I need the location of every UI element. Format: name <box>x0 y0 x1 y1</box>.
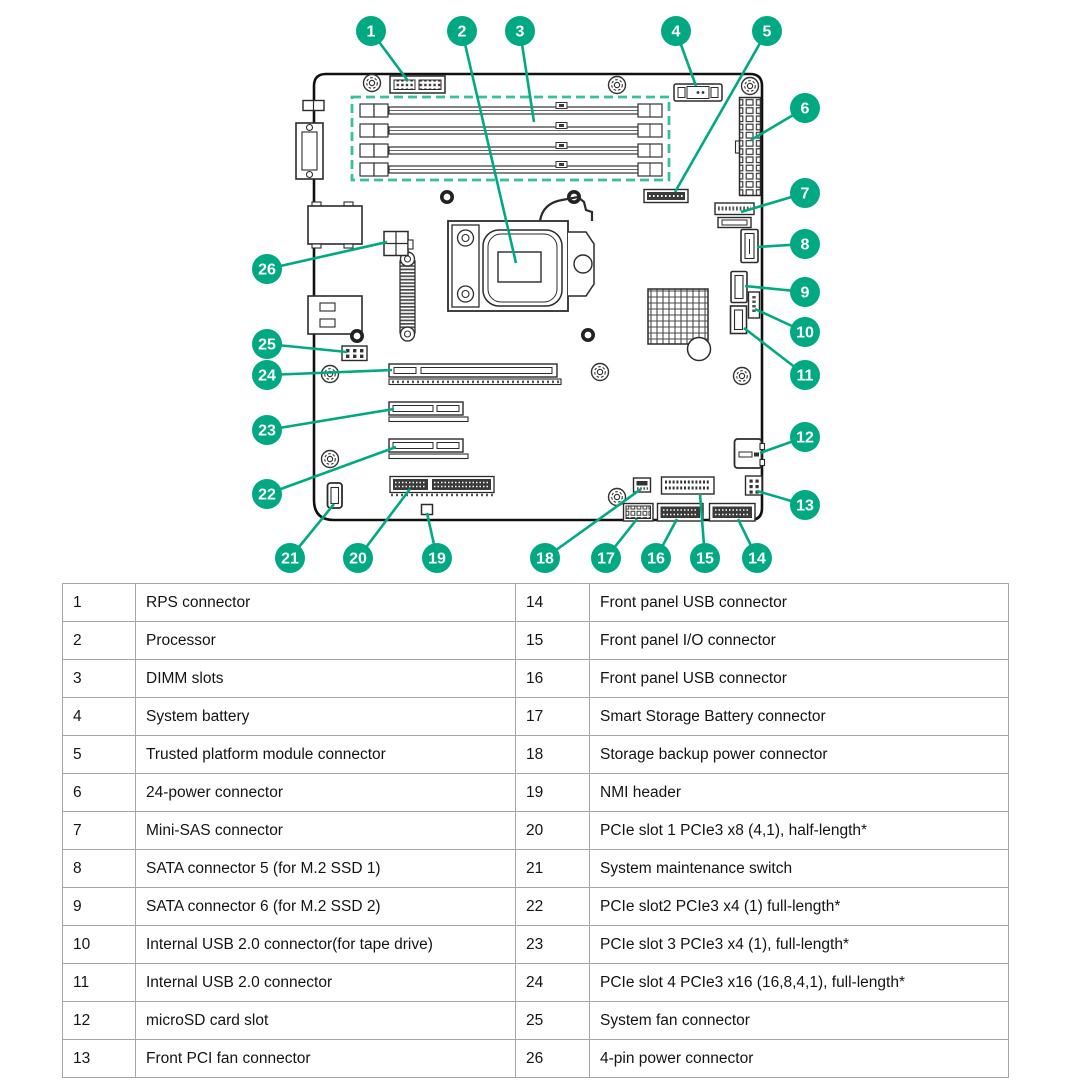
callout-number-15: 15 <box>696 550 714 568</box>
legend-desc-26: 4-pin power connector <box>590 1040 1009 1078</box>
system-battery <box>674 84 722 101</box>
callout-number-13: 13 <box>796 497 814 515</box>
ethernet-port-icon <box>308 202 362 248</box>
legend-desc-15: Front panel I/O connector <box>590 622 1009 660</box>
legend-desc-2: Processor <box>136 622 516 660</box>
microsd-card-slot <box>735 439 765 468</box>
legend-num-16: 16 <box>516 660 590 698</box>
legend-num-8: 8 <box>63 850 136 888</box>
power-24pin-connector <box>736 98 761 196</box>
callout-number-5: 5 <box>762 23 772 41</box>
legend-num-11: 11 <box>63 964 136 1002</box>
callout-number-21: 21 <box>281 550 299 568</box>
legend-num-14: 14 <box>516 584 590 622</box>
pcie-slot-3 <box>389 402 468 422</box>
callout-10 <box>755 309 820 347</box>
legend-desc-7: Mini-SAS connector <box>136 812 516 850</box>
system-maintenance-switch <box>328 483 343 508</box>
callout-12 <box>760 422 820 453</box>
legend-desc-22: PCIe slot2 PCIe3 x4 (1) full-length* <box>590 888 1009 926</box>
legend-desc-23: PCIe slot 3 PCIe3 x4 (1), full-length* <box>590 926 1009 964</box>
smart-storage-battery-connector <box>624 504 654 522</box>
callout-number-2: 2 <box>457 23 467 41</box>
tpm-connector <box>644 190 688 203</box>
callout-number-7: 7 <box>800 185 810 203</box>
legend-num-12: 12 <box>63 1002 136 1040</box>
pcie-slot-4 <box>389 364 561 385</box>
legend-num-17: 17 <box>516 698 590 736</box>
pcie-slot-1 <box>390 477 494 496</box>
legend-desc-6: 24-power connector <box>136 774 516 812</box>
vrm-heatsink <box>400 252 415 341</box>
legend-num-20: 20 <box>516 812 590 850</box>
legend-num-2: 2 <box>63 622 136 660</box>
legend-num-23: 23 <box>516 926 590 964</box>
callout-16 <box>641 519 677 573</box>
callout-number-24: 24 <box>258 367 276 385</box>
legend-num-3: 3 <box>63 660 136 698</box>
legend-desc-10: Internal USB 2.0 connector(for tape drive) <box>136 926 516 964</box>
legend-desc-4: System battery <box>136 698 516 736</box>
legend-desc-8: SATA connector 5 (for M.2 SSD 1) <box>136 850 516 888</box>
rps-connector <box>390 76 445 93</box>
callout-number-19: 19 <box>428 550 446 568</box>
legend-num-22: 22 <box>516 888 590 926</box>
callout-number-8: 8 <box>800 236 810 254</box>
callout-8 <box>757 229 820 259</box>
callout-1 <box>356 16 408 81</box>
legend-num-9: 9 <box>63 888 136 926</box>
legend-num-21: 21 <box>516 850 590 888</box>
callout-number-25: 25 <box>258 336 276 354</box>
legend-desc-11: Internal USB 2.0 connector <box>136 964 516 1002</box>
callout-number-6: 6 <box>800 100 810 118</box>
system-fan-connector <box>342 346 367 361</box>
legend-desc-16: Front panel USB connector <box>590 660 1009 698</box>
callout-number-26: 26 <box>258 261 276 279</box>
sata-connector-5 <box>741 230 758 263</box>
callout-number-9: 9 <box>800 284 810 302</box>
front-panel-usb-connector-14 <box>710 504 756 522</box>
front-panel-usb-connector-16 <box>658 504 704 522</box>
legend-desc-21: System maintenance switch <box>590 850 1009 888</box>
vga-port-icon <box>296 123 323 179</box>
callout-number-18: 18 <box>536 550 554 568</box>
legend-desc-20: PCIe slot 1 PCIe3 x8 (4,1), half-length* <box>590 812 1009 850</box>
legend-num-4: 4 <box>63 698 136 736</box>
callout-number-4: 4 <box>671 23 681 41</box>
legend-desc-1: RPS connector <box>136 584 516 622</box>
legend-num-18: 18 <box>516 736 590 774</box>
callout-number-14: 14 <box>748 550 766 568</box>
legend-num-26: 26 <box>516 1040 590 1078</box>
legend-desc-5: Trusted platform module connector <box>136 736 516 774</box>
callout-17 <box>591 519 637 573</box>
legend-desc-14: Front panel USB connector <box>590 584 1009 622</box>
legend-desc-19: NMI header <box>590 774 1009 812</box>
callout-number-11: 11 <box>796 367 814 385</box>
callout-number-20: 20 <box>349 550 367 568</box>
legend-num-10: 10 <box>63 926 136 964</box>
legend-num-1: 1 <box>63 584 136 622</box>
callout-number-1: 1 <box>366 23 376 41</box>
legend-desc-13: Front PCI fan connector <box>136 1040 516 1078</box>
usb-tape-header <box>749 292 760 318</box>
legend-num-25: 25 <box>516 1002 590 1040</box>
legend-desc-17: Smart Storage Battery connector <box>590 698 1009 736</box>
legend-desc-12: microSD card slot <box>136 1002 516 1040</box>
callout-number-10: 10 <box>796 324 814 342</box>
legend-num-5: 5 <box>63 736 136 774</box>
legend-num-19: 19 <box>516 774 590 812</box>
legend-num-6: 6 <box>63 774 136 812</box>
legend-desc-9: SATA connector 6 (for M.2 SSD 2) <box>136 888 516 926</box>
legend-desc-24: PCIe slot 4 PCIe3 x16 (16,8,4,1), full-length* <box>590 964 1009 1002</box>
legend-num-15: 15 <box>516 622 590 660</box>
callout-number-22: 22 <box>258 486 276 504</box>
callout-21 <box>275 504 334 573</box>
usb-port-icon <box>308 296 362 334</box>
legend-num-24: 24 <box>516 964 590 1002</box>
front-panel-io-connector <box>662 477 715 494</box>
callout-number-23: 23 <box>258 422 276 440</box>
sata-connector-6 <box>731 272 747 303</box>
callout-13 <box>757 490 820 520</box>
callout-number-17: 17 <box>597 550 615 568</box>
legend-num-13: 13 <box>63 1040 136 1078</box>
storage-backup-power-connector <box>634 478 651 492</box>
legend-desc-3: DIMM slots <box>136 660 516 698</box>
legend-desc-25: System fan connector <box>590 1002 1009 1040</box>
callout-14 <box>738 519 772 573</box>
callout-number-3: 3 <box>515 23 525 41</box>
legend-num-7: 7 <box>63 812 136 850</box>
callout-19 <box>422 513 452 573</box>
legend-table <box>62 583 1009 1078</box>
callout-number-12: 12 <box>796 429 814 447</box>
legend-desc-18: Storage backup power connector <box>590 736 1009 774</box>
power-4pin-connector <box>384 232 413 256</box>
pcie-slot-2 <box>389 439 468 459</box>
callout-number-16: 16 <box>647 550 665 568</box>
